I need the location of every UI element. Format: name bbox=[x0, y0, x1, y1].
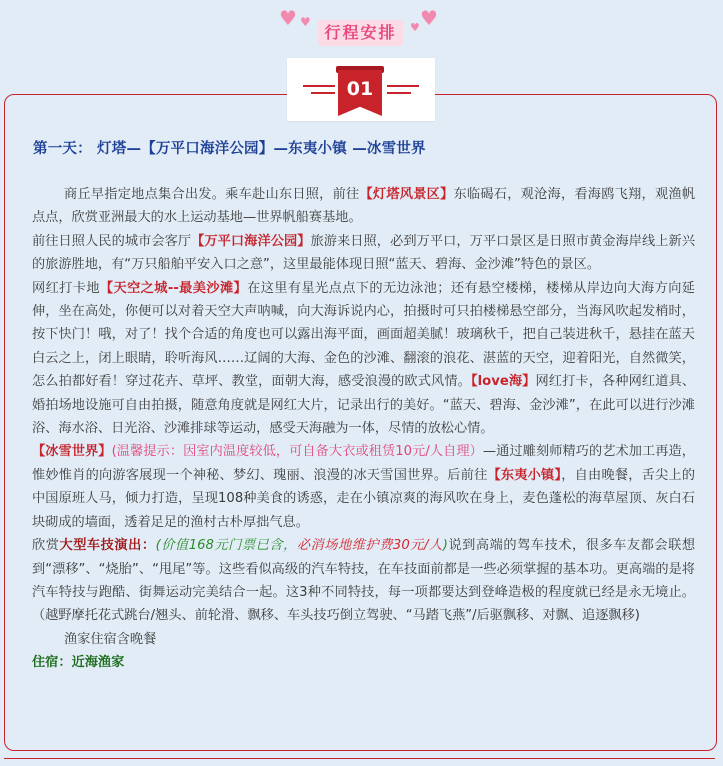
paragraph-wanpingkou bbox=[32, 230, 695, 277]
notice-text: (温馨提示：因室内温度较低，可自备大衣或租赁10元/人自理） bbox=[111, 444, 483, 460]
fee-note: 必消场地维护费30元/人 bbox=[296, 538, 443, 554]
text: 商丘早指定地点集合出发。乘车赴山东日照，前往 bbox=[64, 187, 360, 202]
day-title: 第一天： 灯塔—【万平口海洋公园】—东夷小镇 —冰雪世界 bbox=[33, 141, 426, 157]
heart-icon: ♥ bbox=[420, 6, 438, 30]
badge-line-right bbox=[387, 92, 411, 94]
page-header bbox=[0, 0, 723, 52]
text: 前往日照人民的城市会客厅 bbox=[32, 233, 192, 249]
text: 东临碣石，观沧海，看海鸥飞翔，观渔帆点点，欣赏亚洲最大的水上运动基地—世界帆船赛基地。 bbox=[32, 187, 696, 226]
price-note: (价值168元门票已含， bbox=[155, 538, 297, 554]
text: 说到高端的驾车技术，很多车友都会联想到“漂移”、“烧胎”、“甩尾”等。这些看似高级的汽车特技，在车技面前都是一些必须掌握的基本功。更高端的是将汽车特技与跑酷、街舞运动完美结合一起。这3种不同特技，每一项都要达到登峰造极的程度就已经是永无境止。（越野摩托花式跳台/翘头、前轮滑、飘移、车头技巧倒立驾驶、“马踏飞燕”/后驱飘移、对飘、追逐飘移) bbox=[32, 538, 696, 624]
paragraph-lodging bbox=[32, 651, 695, 674]
itinerary-body bbox=[32, 183, 695, 675]
text: ，自由晚餐，舌尖上的中国原班人马，倾力打造，呈现108种美食的诱惑，走在小镇凉爽的海风吹在身上，麦色蓬松的海草屋顶、灰白石块砌成的墙面，透着足足的渔村古朴厚拙气息。 bbox=[32, 467, 696, 530]
text: 在这里有星光点点下的无边泳池；还有悬空楼梯，楼梯从岸边向大海方向延伸，坐在高处，你便可以对着天空大声呐喊，向大海诉说内心，拍摄时可只拍楼梯悬空部分，当海风吹起发梢时，按下快门！哦，对了！找个合适的角度也可以露出海平面，画面超美腻！玻璃秋千，把自己装进秋千，悬挂在蓝天白云之上，闭上眼睛，聆听海风……辽阔的大海、金色的沙滩、翻滚的浪花、湛蓝的天空，迎着阳光，自然微笑，怎么拍都好看！穿过花卉、草坪、教堂，面朝大海，感受浪漫的欧式风情。 bbox=[32, 280, 695, 390]
paragraph-sky-city bbox=[32, 277, 695, 441]
badge-line-left bbox=[311, 92, 335, 94]
heart-icon: ♥ bbox=[300, 15, 311, 29]
badge-line-left bbox=[303, 85, 335, 87]
highlight-ice-world: 【冰雪世界】 bbox=[32, 444, 112, 460]
heart-icon: ♥ bbox=[410, 21, 420, 34]
lodging-value: 近海渔家 bbox=[71, 655, 125, 671]
paragraph-meal: 渔家住宿含晚餐 bbox=[64, 631, 157, 647]
paragraph-ice-world bbox=[32, 440, 695, 534]
text: —通过雕刻师精巧的艺术加工再造，惟妙惟肖的向游客展现一个神秘、梦幻、瑰丽、浪漫的冰天雪国世界。后前往 bbox=[32, 444, 695, 483]
price-note-end: ) bbox=[442, 538, 448, 554]
text: 欣赏 bbox=[32, 538, 60, 554]
paragraph-departure bbox=[32, 183, 695, 230]
highlight-lighthouse: 【灯塔风景区】 bbox=[359, 187, 454, 202]
text: 网红打卡，各种网红道具、婚拍场地设施可自由拍摄，随意角度就是网红大片，记录出行的美好。“蓝天、碧海、金沙滩”，在此可以进行沙滩浴、海水浴、日光浴、沙滩排球等运动，感受天海融为一体，尽情的放松心情。 bbox=[32, 374, 696, 437]
highlight-sky-city: 【天空之城--最美沙滩】 bbox=[99, 280, 248, 296]
paragraph-stunt-show bbox=[32, 534, 695, 628]
highlight-wanpingkou: 【万平口海洋公园】 bbox=[191, 233, 311, 249]
text: 网红打卡地 bbox=[32, 280, 100, 296]
heart-icon: ♥ bbox=[279, 6, 297, 30]
day-number: 01 bbox=[346, 78, 374, 100]
highlight-dongyi-town: 【东夷小镇】 bbox=[487, 467, 562, 483]
text: 旅游来日照，必到万平口，万平口景区是日照市黄金海岸线上新兴的旅游胜地，有“万只船舶平安入口之意”，这里最能体现日照“蓝天、碧海、金沙滩”特色的景区。 bbox=[32, 233, 696, 273]
highlight-love-sea: 【love海】 bbox=[470, 374, 536, 390]
lodging-label: 住宿： bbox=[32, 655, 72, 671]
badge-line-right bbox=[387, 85, 419, 87]
section-title: 行程安排 bbox=[318, 20, 403, 46]
highlight-stunt-show: 大型车技演出： bbox=[59, 538, 156, 554]
